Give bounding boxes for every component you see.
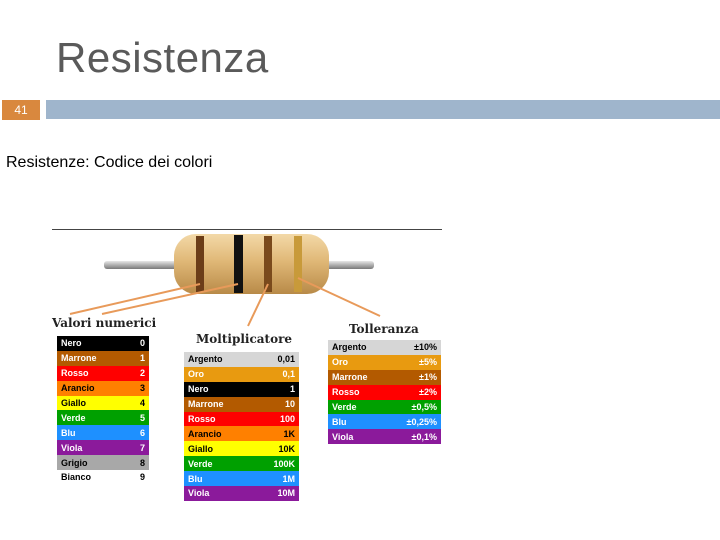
color-row-arancio bbox=[57, 381, 149, 396]
color-name: Giallo bbox=[188, 443, 214, 454]
color-value: ±5% bbox=[419, 357, 437, 368]
slide-title: Resistenza bbox=[56, 34, 269, 81]
color-name: Oro bbox=[332, 357, 349, 368]
color-name: Grigio bbox=[61, 457, 88, 468]
color-row-verde bbox=[328, 400, 441, 415]
color-name: Verde bbox=[61, 412, 86, 423]
color-row-giallo bbox=[57, 396, 149, 411]
color-name: Nero bbox=[188, 384, 209, 395]
color-name: Viola bbox=[188, 488, 210, 499]
color-row-nero bbox=[184, 382, 299, 397]
color-value: 1 bbox=[289, 384, 295, 395]
color-name: Viola bbox=[332, 431, 354, 442]
color-value: 6 bbox=[139, 427, 145, 438]
color-value: 1M bbox=[282, 473, 295, 484]
color-value: ±0,25% bbox=[406, 416, 437, 427]
color-row-rosso bbox=[184, 412, 299, 427]
color-value: 0 bbox=[139, 338, 145, 349]
color-name: Marrone bbox=[332, 372, 368, 383]
color-row-blu bbox=[184, 471, 299, 486]
color-value: ±0,5% bbox=[411, 402, 437, 412]
color-value: 2 bbox=[139, 368, 145, 379]
color-name: Argento bbox=[332, 342, 367, 353]
color-value: 7 bbox=[139, 442, 145, 453]
color-value: 100K bbox=[273, 458, 295, 469]
color-value: 5 bbox=[139, 412, 145, 423]
color-row-blu bbox=[328, 414, 441, 429]
header-bar bbox=[46, 100, 720, 119]
color-row-viola bbox=[328, 429, 441, 444]
pointer-line-band-2 bbox=[102, 284, 238, 314]
resistor-color-code-figure bbox=[52, 226, 444, 502]
color-value: 10 bbox=[284, 399, 295, 410]
color-value: ±10% bbox=[414, 342, 437, 353]
moltiplicatore-title: Moltiplicatore bbox=[196, 332, 293, 346]
color-name: Rosso bbox=[188, 414, 216, 424]
color-name: Blu bbox=[332, 416, 347, 427]
resistor-band-3 bbox=[264, 236, 272, 292]
color-row-marrone bbox=[57, 351, 149, 366]
color-name: Giallo bbox=[61, 398, 87, 408]
color-name: Bianco bbox=[61, 472, 92, 483]
moltiplicatore-table bbox=[184, 352, 299, 501]
resistor-band-4 bbox=[294, 236, 302, 292]
color-name: Verde bbox=[188, 458, 213, 469]
color-row-giallo bbox=[184, 441, 299, 456]
valori-numerici-title: Valori numerici bbox=[52, 316, 157, 330]
color-row-rosso bbox=[57, 366, 149, 381]
color-row-rosso bbox=[328, 385, 441, 400]
color-value: 10K bbox=[278, 443, 295, 454]
resistor-lead-left bbox=[104, 261, 182, 269]
color-row-oro bbox=[184, 367, 299, 382]
color-row-viola bbox=[57, 440, 149, 455]
color-name: Rosso bbox=[61, 368, 89, 379]
color-row-argento bbox=[184, 352, 299, 367]
color-value: 1 bbox=[139, 353, 145, 364]
color-name: Marrone bbox=[61, 353, 97, 364]
color-name: Verde bbox=[332, 402, 357, 412]
color-row-marrone bbox=[184, 397, 299, 412]
color-row-bianco bbox=[57, 470, 149, 485]
tolleranza-title: Tolleranza bbox=[349, 322, 419, 336]
color-row-verde bbox=[184, 456, 299, 471]
color-value: ±1% bbox=[419, 372, 437, 383]
color-value: ±0,1% bbox=[411, 431, 437, 442]
color-row-grigio bbox=[57, 455, 149, 470]
color-row-blu bbox=[57, 425, 149, 440]
pointer-line-band-4 bbox=[298, 278, 380, 316]
color-name: Nero bbox=[61, 338, 82, 349]
valori-numerici-table bbox=[57, 336, 149, 485]
color-value: 4 bbox=[139, 398, 145, 408]
color-value: 9 bbox=[139, 472, 145, 483]
color-row-arancio bbox=[184, 426, 299, 441]
color-name: Oro bbox=[188, 369, 205, 380]
color-row-viola bbox=[184, 486, 299, 501]
color-value: 3 bbox=[139, 383, 145, 394]
color-value: 0,1 bbox=[282, 369, 295, 380]
color-name: Arancio bbox=[188, 428, 222, 439]
color-row-argento bbox=[328, 340, 441, 355]
color-value: 0,01 bbox=[277, 354, 295, 365]
resistor-band-1 bbox=[196, 236, 204, 292]
color-value: 100 bbox=[279, 414, 295, 424]
color-name: Blu bbox=[61, 427, 76, 438]
color-value: ±2% bbox=[419, 387, 437, 398]
color-name: Marrone bbox=[188, 399, 224, 410]
color-row-marrone bbox=[328, 370, 441, 385]
slide-subtitle: Resistenze: Codice dei colori bbox=[6, 154, 213, 171]
resistor-lead-right bbox=[322, 261, 374, 269]
color-row-verde bbox=[57, 410, 149, 425]
color-name: Argento bbox=[188, 354, 223, 365]
color-value: 10M bbox=[277, 488, 295, 499]
color-row-nero bbox=[57, 336, 149, 351]
color-row-oro bbox=[328, 355, 441, 370]
color-name: Rosso bbox=[332, 387, 360, 398]
color-name: Blu bbox=[188, 473, 203, 484]
pointer-line-band-1 bbox=[70, 284, 200, 314]
tolleranza-table bbox=[328, 340, 441, 444]
color-name: Viola bbox=[61, 442, 83, 453]
color-value: 8 bbox=[139, 457, 145, 468]
color-name: Arancio bbox=[61, 383, 95, 394]
color-value: 1K bbox=[283, 428, 295, 439]
slide-number: 41 bbox=[2, 100, 40, 120]
